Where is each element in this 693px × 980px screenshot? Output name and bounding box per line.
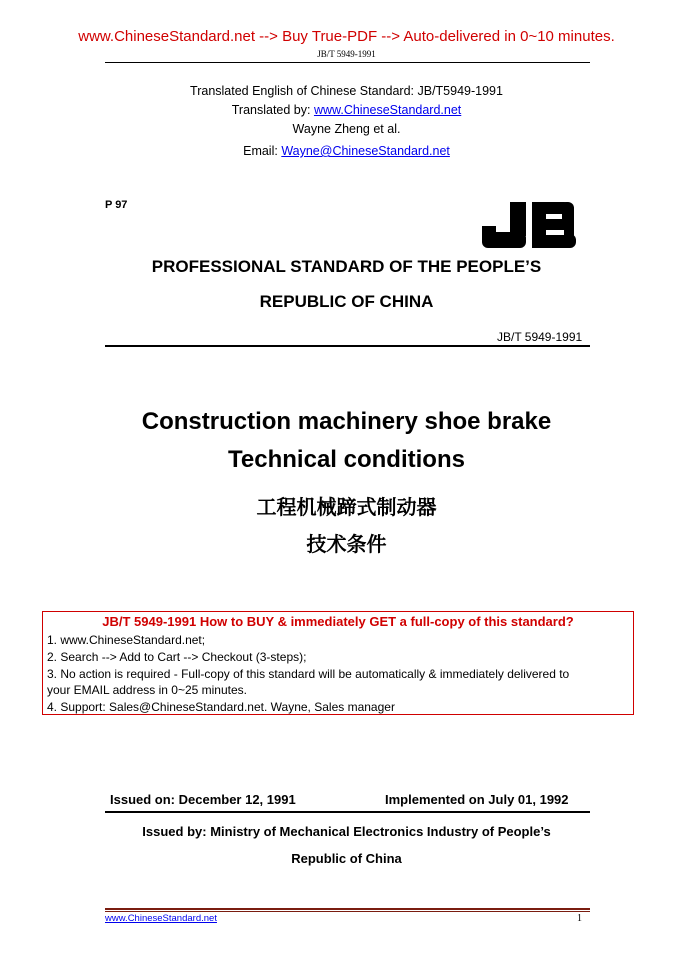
title-rule [105,345,590,347]
footer-rule-thick [105,908,590,910]
english-title-line1: Construction machinery shoe brake [141,408,552,435]
translated-by-line [0,103,693,117]
implemented-date: Implemented on July 01, 1992 [385,792,569,807]
email-line [0,144,693,158]
issuer-line1: Issued by: Ministry of Mechanical Electronics Industry of People’s [142,824,551,839]
purchase-step-3-cont: your EMAIL address in 0~25 minutes. [47,683,247,697]
chinese-title-line1: 工程机械蹄式制动器 [256,495,437,519]
purchase-heading: JB/T 5949-1991 How to BUY & immediately GET a full-copy of this standard? [102,614,574,629]
standard-title-line1: PROFESSIONAL STANDARD OF THE PEOPLE’S [151,257,542,276]
purchase-step-1[interactable]: 1. www.ChineseStandard.net; [47,633,206,647]
running-header-code: JB/T 5949-1991 [317,49,376,59]
jb-logo-icon [480,200,578,252]
standard-title-line2: REPUBLIC OF CHINA [259,292,434,311]
translation-info-line: Translated English of Chinese Standard: JB/T5949-1991 [190,84,503,98]
standard-code: JB/T 5949-1991 [497,330,583,344]
english-title-line2: Technical conditions [228,446,465,473]
purchase-step-4: 4. Support: Sales@ChineseStandard.net. Wayne, Sales manager [47,700,395,714]
purchase-step-3: 3. No action is required - Full-copy of this standard will be automatically & immediately delivered to [47,667,570,681]
chinese-title-line2: 技术条件 [306,532,387,556]
email-link[interactable]: Wayne@ChineseStandard.net [281,144,450,158]
issued-date: Issued on: December 12, 1991 [110,792,296,807]
category-code: P 97 [105,199,128,211]
translated-by-label: Translated by: [231,103,314,117]
translators-line: Wayne Zheng et al. [292,122,401,136]
purchase-info-box [42,611,634,715]
email-label: Email: [243,144,282,158]
top-banner[interactable]: www.ChineseStandard.net --> Buy True-PDF --> Auto-delivered in 0~10 minutes. [78,28,615,45]
footer-rule-thin [105,911,590,912]
issuer-line2: Republic of China [291,851,402,866]
header-rule [105,62,590,63]
footer-website-link[interactable]: www.ChineseStandard.net [105,913,217,924]
translator-website-link[interactable]: www.ChineseStandard.net [313,103,462,117]
purchase-step-2: 2. Search --> Add to Cart --> Checkout (3-steps); [47,650,307,664]
dates-rule [105,811,590,813]
page-number: 1 [577,913,582,924]
